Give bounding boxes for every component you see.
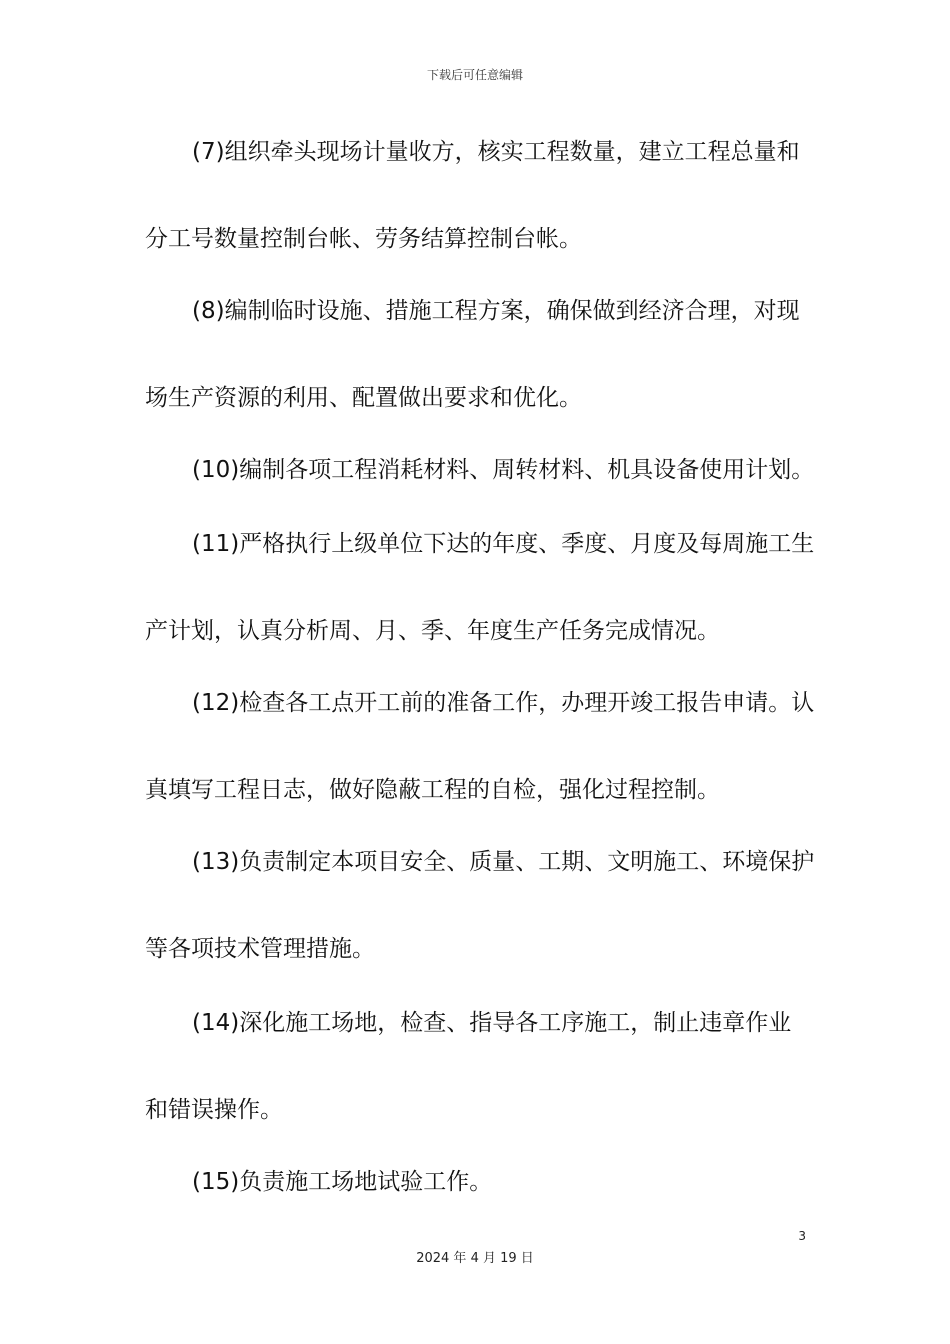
paragraph-line: 场生产资源的利用、配置做出要求和优化。 <box>145 385 582 411</box>
paragraph-line: 产计划，认真分析周、月、季、年度生产任务完成情况。 <box>145 618 720 644</box>
paragraph-line: (14)深化施工场地，检查、指导各工序施工，制止违章作业 <box>192 1010 792 1036</box>
page-header: 下载后可任意编辑 <box>426 68 523 82</box>
paragraph-line: 分工号数量控制台帐、劳务结算控制台帐。 <box>145 226 582 252</box>
paragraph-line: (15)负责施工场地试验工作。 <box>192 1169 493 1195</box>
paragraph-line: (13)负责制定本项目安全、质量、工期、文明施工、环境保护 <box>192 849 815 875</box>
paragraph-line: (10)编制各项工程消耗材料、周转材料、机具设备使用计划。 <box>192 457 815 483</box>
paragraph-line: (7)组织牵头现场计量收方，核实工程数量，建立工程总量和 <box>192 139 800 165</box>
paragraph-line: (12)检查各工点开工前的准备工作，办理开竣工报告申请。认 <box>192 690 815 716</box>
paragraph-line: 等各项技术管理措施。 <box>145 936 375 962</box>
paragraph-line: (8)编制临时设施、措施工程方案，确保做到经济合理，对现 <box>192 298 800 324</box>
paragraph-line: 和错误操作。 <box>145 1097 283 1123</box>
footer-date: 2024 年 4 月 19 日 <box>416 1251 534 1266</box>
page-number: 3 <box>798 1229 806 1243</box>
paragraph-line: 真填写工程日志，做好隐蔽工程的自检，强化过程控制。 <box>145 777 720 803</box>
paragraph-line: (11)严格执行上级单位下达的年度、季度、月度及每周施工生 <box>192 531 815 557</box>
